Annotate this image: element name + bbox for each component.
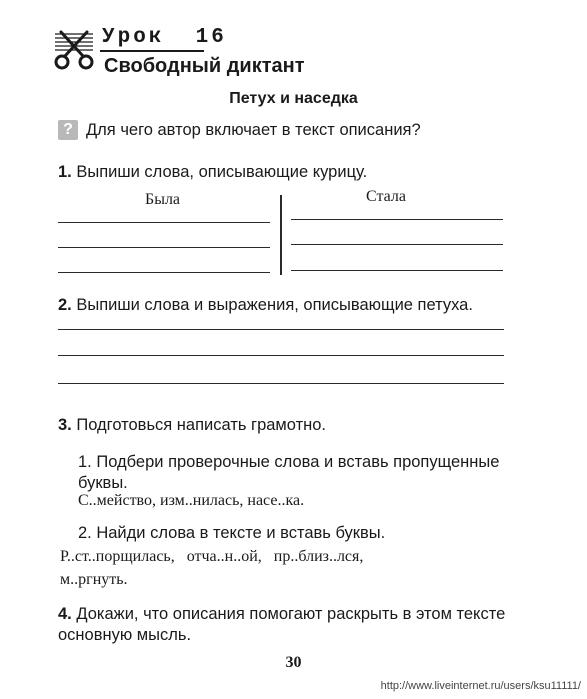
- lesson-number: Урок 16: [102, 26, 227, 49]
- answer-line[interactable]: [58, 355, 504, 356]
- text-title: Петух и наседка: [229, 90, 358, 107]
- task-text: Докажи, что описания помогают раскрыть в этом тексте основную мысль.: [58, 605, 506, 644]
- task-1: [58, 163, 367, 182]
- answer-line[interactable]: [58, 272, 270, 273]
- subtask-1-words: С..мейство, изм..нилась, насе..ка.: [78, 492, 305, 509]
- task-number: 4.: [58, 605, 72, 623]
- answer-line[interactable]: [58, 383, 504, 384]
- answer-line[interactable]: [291, 244, 503, 245]
- subtask-2-words: Р..ст..порщилась, отча..н..ой, пр..близ..лся,: [60, 548, 364, 565]
- scissors-icon: [53, 30, 95, 70]
- answer-line[interactable]: [58, 329, 504, 330]
- watermark-url: http://www.liveinternet.ru/users/ksu11111/: [380, 680, 581, 692]
- answer-line[interactable]: [58, 222, 270, 223]
- answer-line[interactable]: [291, 270, 503, 271]
- task-number: 2.: [58, 296, 72, 314]
- page-number: 30: [285, 654, 302, 671]
- column-divider: [280, 195, 282, 275]
- question-text: Для чего автор включает в текст описания?: [86, 121, 421, 139]
- answer-line[interactable]: [58, 247, 270, 248]
- task-text: Выпиши слова, описывающие курицу.: [76, 163, 368, 181]
- subtask-2-text: 2. Найди слова в тексте и вставь буквы.: [78, 524, 386, 542]
- task-number: 1.: [58, 163, 72, 181]
- task-2: [58, 296, 473, 315]
- answer-line[interactable]: [291, 219, 503, 220]
- subtask-2-words-continued: м..ргнуть.: [60, 571, 128, 588]
- task-3: [58, 416, 326, 435]
- task-4: [58, 604, 513, 646]
- column-header-was: Была: [145, 191, 181, 208]
- divider: [100, 50, 204, 52]
- task-text: Выпиши слова и выражения, описывающие петуха.: [76, 296, 473, 314]
- lesson-title: Свободный диктант: [104, 55, 305, 77]
- subtask-1-text: 1. Подбери проверочные слова и вставь пропущенные буквы.: [78, 453, 500, 492]
- question-mark-icon: ?: [58, 120, 78, 140]
- column-header-became: Стала: [366, 188, 406, 205]
- task-text: Подготовься написать грамотно.: [76, 416, 327, 434]
- task-number: 3.: [58, 416, 72, 434]
